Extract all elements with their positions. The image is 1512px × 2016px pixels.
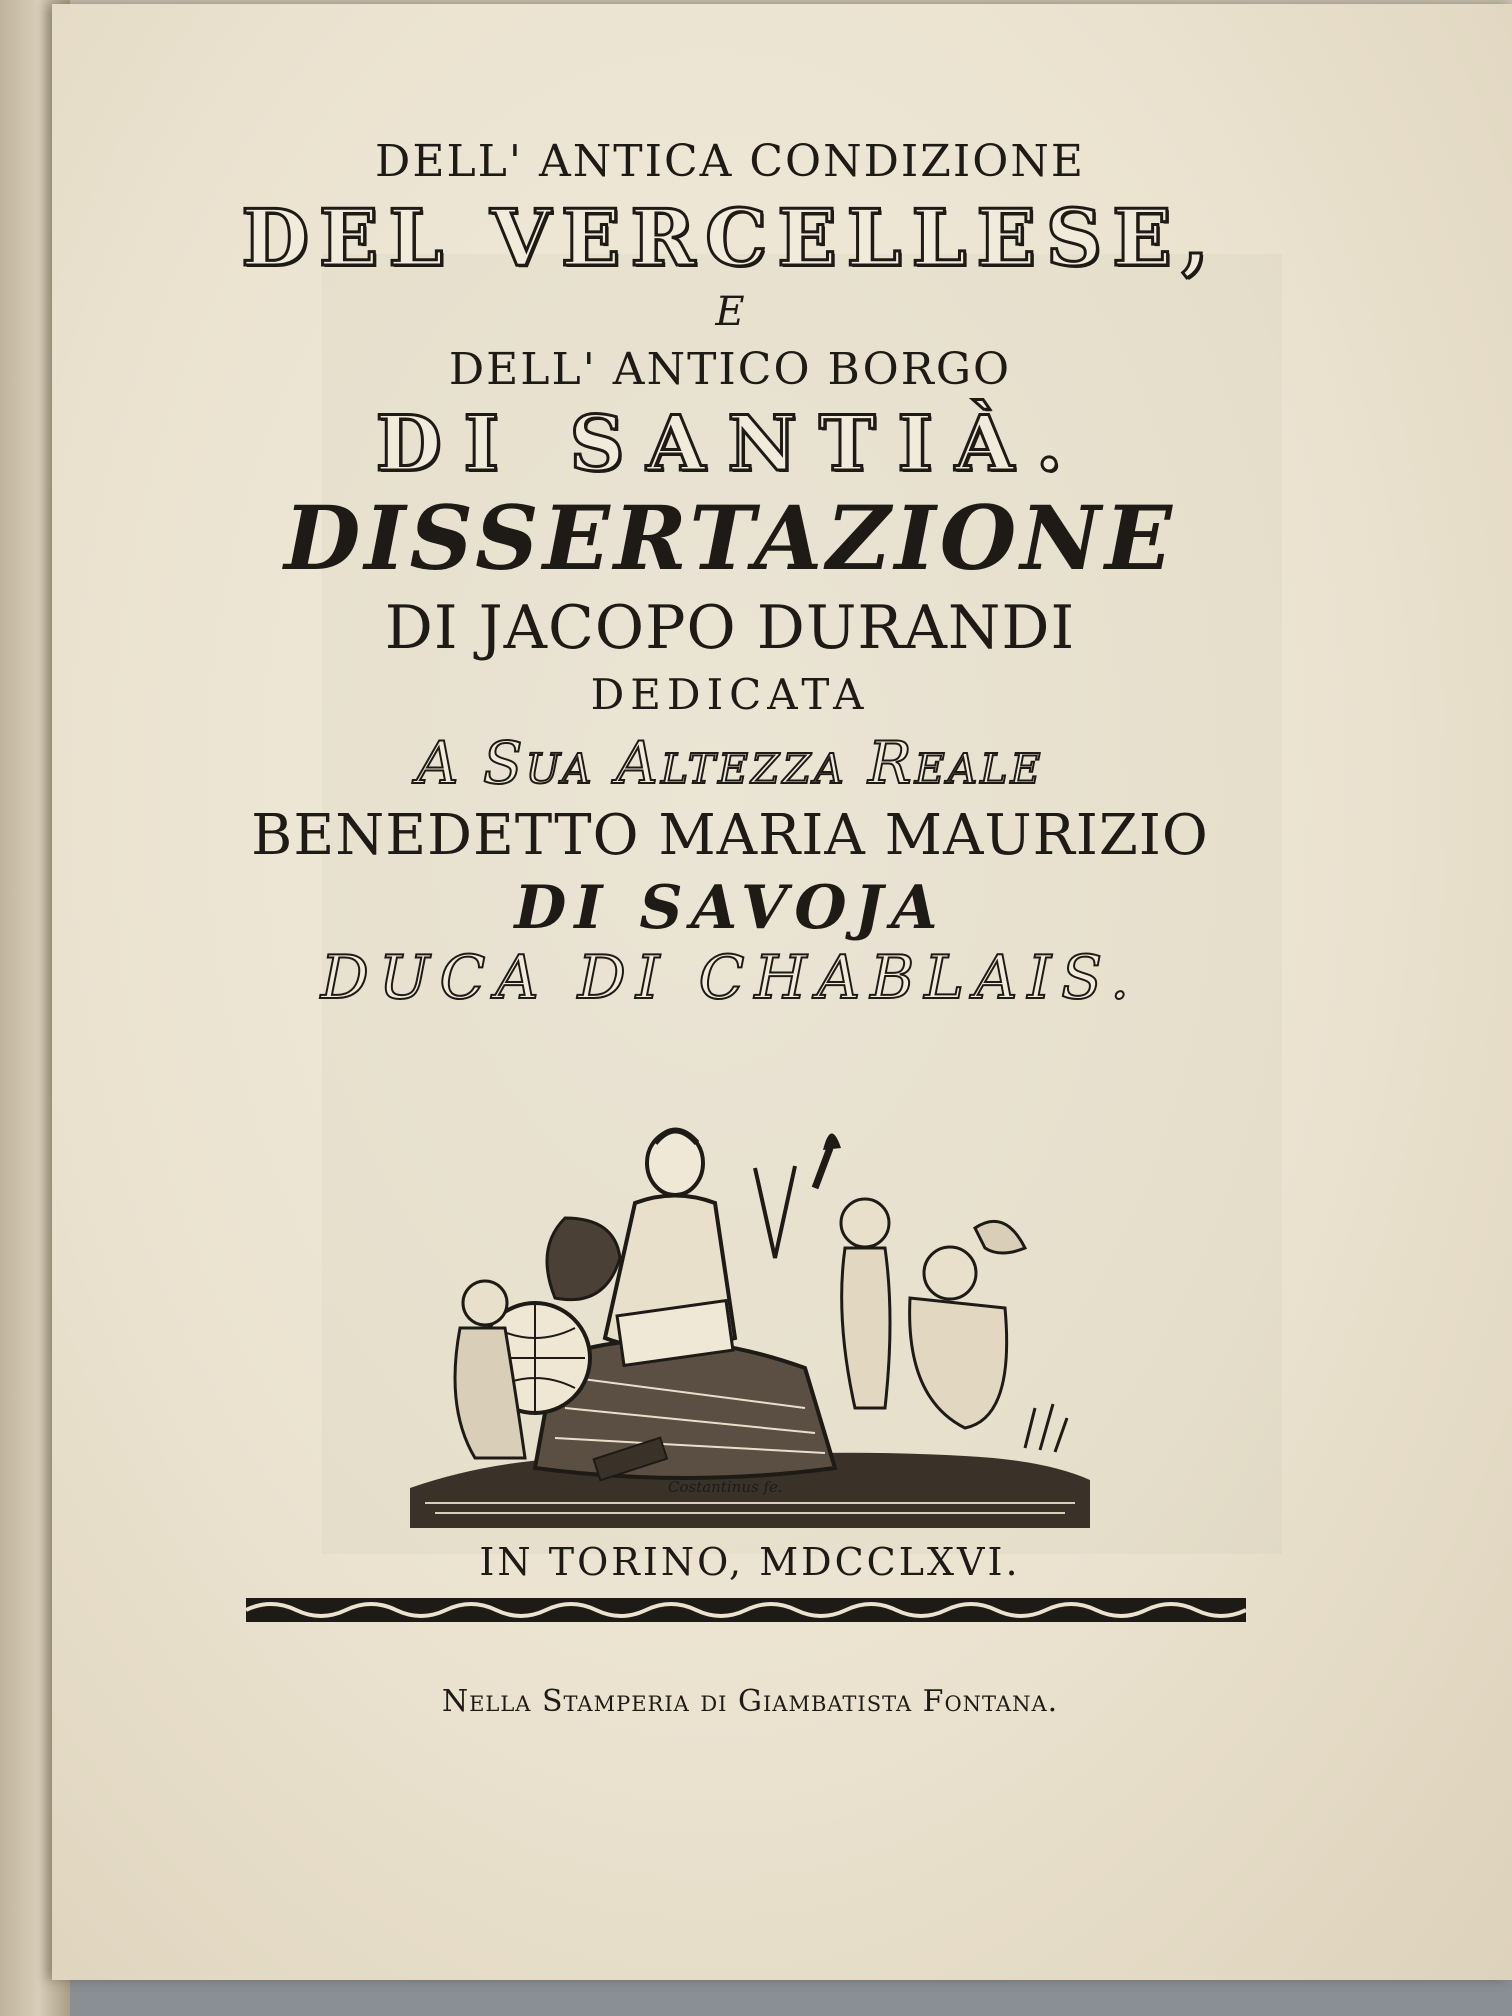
imprint-place-date: IN TORINO, MDCCLXVI. [479,1540,1021,1584]
title-line-4: DELL' ANTICO BORGO [448,344,1012,395]
ornamental-rule [246,1590,1246,1630]
woodcut-engraver-signature: Costantinus fe. [668,1478,783,1496]
dedication-honorific: A Sua Altezza Reale [416,729,1044,797]
woodcut-right-putto-head [841,1199,889,1247]
woodcut-torch-flame [823,1133,841,1150]
woodcut-crying-putto-body [910,1298,1007,1428]
dissertation-heading: DISSERTAZIONE [284,486,1176,590]
title-line-1: DELL' ANTICA CONDIZIONE [375,136,1085,187]
woodcut-crying-putto-head [924,1247,976,1299]
woodcut-torch [815,1148,830,1188]
dedicatee-title: DUCA DI CHABLAIS. [320,943,1140,1013]
dedication-label: DEDICATA [590,670,870,719]
dedicatee-house: DI SAVOJA [514,873,946,943]
allegorical-woodcut-illustration [405,1108,1095,1538]
woodcut-grass [1025,1404,1067,1452]
author-line: DI JACOPO DURANDI [384,593,1076,663]
woodcut-left-putto-head [463,1281,507,1325]
woodcut-putto-wing [975,1221,1025,1253]
title-line-3: E [715,289,745,335]
woodcut-right-putto-body [842,1248,890,1408]
title-line-2: DEL VERCELLESE, [241,193,1219,284]
title-block [100,130,1360,1013]
printer-line: Nella Stamperia di Giambatista Fontana. [441,1684,1059,1719]
woodcut-compass [755,1166,795,1258]
woodcut-cloak [547,1218,620,1300]
dedicatee-name: BENEDETTO MARIA MAURIZIO [251,803,1209,868]
title-line-5: DI SANTIÀ. [375,399,1085,488]
